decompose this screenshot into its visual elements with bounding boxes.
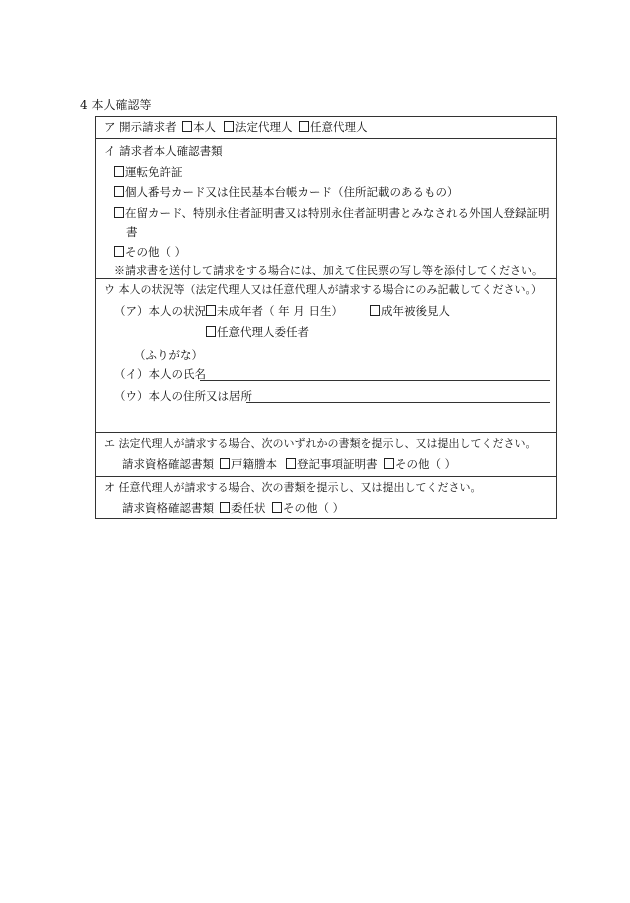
checkbox-residence-card[interactable] (114, 207, 124, 218)
status-adult-ward[interactable]: 成年被後見人 (370, 304, 450, 318)
principal-status-label: ウ 本人の状況等（法定代理人又は任意代理人が請求する場合にのみ記載してください。） (104, 283, 542, 296)
legal-agent-docs-label: エ 法定代理人が請求する場合、次のいずれかの書類を提示し、又は提出してください。 (104, 437, 537, 450)
furigana-label: （ふりがな） (134, 348, 203, 362)
checkbox-doc-other[interactable] (114, 246, 124, 257)
doc-other[interactable]: その他（ ） (114, 245, 186, 259)
name-label: （イ）本人の氏名 (114, 367, 206, 381)
address-input-line[interactable] (246, 402, 550, 403)
doc-residence-card-cont: 書 (126, 225, 138, 239)
legal-doc-koseki[interactable]: 戸籍謄本 (220, 457, 277, 471)
section-legal-agent-docs (96, 432, 556, 476)
status-principal[interactable]: 任意代理人委任者 (206, 325, 309, 339)
address-label: （ウ）本人の住所又は居所 (114, 389, 252, 403)
checkbox-legal-other[interactable] (384, 458, 394, 469)
voluntary-doc-power-of-attorney[interactable]: 委任状 (220, 501, 266, 515)
legal-docs-label: 請求資格確認書類 (122, 457, 214, 471)
checkbox-voluntary-agent[interactable] (299, 121, 309, 132)
checkbox-koseki[interactable] (220, 458, 230, 469)
checkbox-principal[interactable] (206, 326, 216, 337)
status-label: （ア）本人の状況 (114, 304, 206, 318)
id-documents-label: イ 請求者本人確認書類 (104, 144, 223, 158)
checkbox-legal-agent[interactable] (224, 121, 234, 132)
legal-doc-other[interactable]: その他（ ） (384, 457, 456, 471)
section-voluntary-agent-docs (96, 476, 556, 518)
voluntary-docs-label: 請求資格確認書類 (122, 501, 214, 515)
checkbox-drivers-license[interactable] (114, 166, 124, 177)
voluntary-agent-docs-label: オ 任意代理人が請求する場合、次の書類を提示し、又は提出してください。 (104, 481, 482, 494)
name-input-line[interactable] (200, 380, 550, 381)
section-id-documents (96, 138, 556, 278)
doc-drivers-license[interactable]: 運転免許証 (114, 165, 183, 179)
checkbox-adult-ward[interactable] (370, 305, 380, 316)
checkbox-minor[interactable] (206, 305, 216, 316)
section-principal-status (96, 278, 556, 432)
doc-mynumber-card[interactable]: 個人番号カード又は住民基本台帳カード（住所記載のあるもの） (114, 185, 459, 199)
checkbox-registry[interactable] (286, 458, 296, 469)
identity-verification-table (95, 116, 557, 519)
requester-type-label: ア 開示請求者 (104, 120, 177, 134)
option-legal-agent[interactable]: 法定代理人 (224, 120, 293, 134)
option-voluntary-agent[interactable]: 任意代理人 (299, 120, 368, 134)
checkbox-self[interactable] (182, 121, 192, 132)
doc-residence-card[interactable]: 在留カード、特別永住者証明書又は特別永住者証明書とみなされる外国人登録証明 (114, 206, 549, 220)
option-self[interactable]: 本人 (182, 120, 216, 134)
checkbox-voluntary-other[interactable] (272, 502, 282, 513)
voluntary-doc-other[interactable]: その他（ ） (272, 501, 344, 515)
status-minor[interactable]: 未成年者（ 年 月 日生） (206, 304, 343, 318)
section-requester-type (96, 117, 556, 138)
legal-doc-registry[interactable]: 登記事項証明書 (286, 457, 378, 471)
checkbox-mynumber-card[interactable] (114, 186, 124, 197)
mail-note: ※請求書を送付して請求をする場合には、加えて住民票の写し等を添付してください。 (114, 264, 543, 277)
checkbox-power-of-attorney[interactable] (220, 502, 230, 513)
section-heading: 4 本人確認等 (80, 98, 152, 112)
